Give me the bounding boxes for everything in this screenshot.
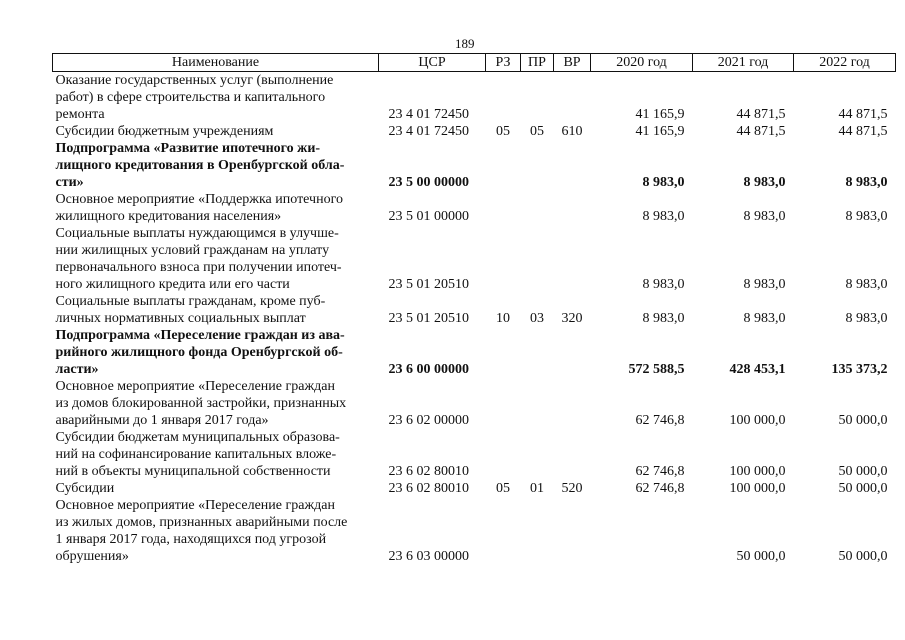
row-vr: 320 (561, 311, 583, 326)
row-2021: 8 983,0 (743, 175, 786, 190)
table-row (53, 480, 896, 497)
row-2022: 8 983,0 (845, 311, 888, 326)
row-csr: 23 6 02 00000 (388, 413, 469, 428)
row-2022: 50 000,0 (838, 481, 888, 496)
row-csr: 23 5 01 20510 (388, 311, 469, 326)
row-rz: 05 (496, 124, 510, 139)
row-2022: 8 983,0 (845, 209, 888, 224)
table-row (53, 497, 896, 565)
row-2022: 44 871,5 (838, 107, 888, 122)
row-vr: 520 (561, 481, 583, 496)
row-2021: 8 983,0 (743, 277, 786, 292)
row-vr (554, 327, 591, 378)
budget-table (52, 53, 896, 565)
row-2020: 62 746,8 (635, 464, 685, 479)
table-row (53, 225, 896, 293)
row-name: Субсидии (55, 481, 115, 496)
row-pr: 05 (530, 124, 544, 139)
row-2022: 135 373,2 (831, 362, 888, 377)
row-vr (554, 225, 591, 293)
page-number: 189 (455, 36, 475, 51)
row-rz: 05 (496, 481, 510, 496)
row-rz (486, 72, 521, 124)
row-rz (486, 140, 521, 191)
row-csr: 23 5 00 00000 (388, 175, 469, 190)
row-pr: 01 (530, 481, 544, 496)
row-2021: 50 000,0 (736, 549, 786, 564)
row-csr: 23 6 02 80010 (388, 464, 469, 479)
header-rz: РЗ (486, 54, 521, 72)
row-name: Оказание государственных услуг (выполнение работ) в сфере строительства и капитального ремонта (55, 73, 334, 122)
row-2020: 62 746,8 (635, 413, 685, 428)
row-pr (521, 191, 554, 225)
row-2020 (591, 497, 693, 565)
row-csr: 23 5 01 20510 (388, 277, 469, 292)
row-2020: 572 588,5 (628, 362, 685, 377)
row-2020: 8 983,0 (642, 209, 685, 224)
row-rz (486, 225, 521, 293)
row-pr (521, 429, 554, 480)
row-vr (554, 378, 591, 429)
row-name: Субсидии бюджетам муниципальных образова- ний на софинансирование капитальных вложе- ний в объекты муниципальной собственности (55, 430, 340, 479)
row-2021: 100 000,0 (729, 481, 786, 496)
header-vr: ВР (554, 54, 591, 72)
row-rz (486, 191, 521, 225)
row-csr: 23 4 01 72450 (388, 124, 469, 139)
row-pr (521, 225, 554, 293)
row-2021: 44 871,5 (736, 124, 786, 139)
table-row (53, 123, 896, 140)
row-name: Социальные выплаты гражданам, кроме пуб- личных нормативных социальных выплат (55, 294, 326, 326)
row-2020: 41 165,9 (635, 107, 685, 122)
row-name: Субсидии бюджетным учреждениям (55, 124, 274, 139)
row-csr: 23 6 02 80010 (388, 481, 469, 496)
row-csr: 23 5 01 00000 (388, 209, 469, 224)
table-header-row (53, 54, 896, 72)
row-2022: 50 000,0 (838, 413, 888, 428)
row-2020: 62 746,8 (635, 481, 685, 496)
row-2020: 8 983,0 (642, 311, 685, 326)
table-row (53, 378, 896, 429)
row-pr: 03 (530, 311, 544, 326)
row-name: Подпрограмма «Переселение граждан из ава- рийного жилищного фонда Оренбургской об- ласти» (55, 328, 345, 377)
table-row (53, 72, 896, 124)
row-name: Основное мероприятие «Поддержка ипотечного жилищного кредитования населения» (55, 192, 343, 224)
row-pr (521, 327, 554, 378)
row-2022: 50 000,0 (838, 549, 888, 564)
row-2022: 8 983,0 (845, 175, 888, 190)
row-rz: 10 (496, 311, 510, 326)
row-pr (521, 497, 554, 565)
row-name: Основное мероприятие «Переселение граждан из жилых домов, признанных аварийными после 1 января 2017 года, находящихся под угрозой обрушения» (55, 498, 348, 564)
row-vr (554, 429, 591, 480)
header-2020: 2020 год (591, 54, 693, 72)
table-row (53, 327, 896, 378)
header-pr: ПР (521, 54, 554, 72)
row-rz (486, 327, 521, 378)
row-2022: 44 871,5 (838, 124, 888, 139)
header-csr: ЦСР (379, 54, 486, 72)
row-csr: 23 6 00 00000 (388, 362, 469, 377)
row-vr (554, 72, 591, 124)
row-name: Социальные выплаты нуждающимся в улучше- нии жилищных условий гражданам на уплату первоначального взноса при получении ипотеч- ного жилищного кредита или его части (55, 226, 342, 292)
row-vr (554, 191, 591, 225)
row-2021: 8 983,0 (743, 311, 786, 326)
row-2022: 50 000,0 (838, 464, 888, 479)
row-name: Основное мероприятие «Переселение граждан из домов блокированной застройки, признанных аварийными до 1 января 2017 года» (55, 379, 347, 428)
row-2022: 8 983,0 (845, 277, 888, 292)
header-2022: 2022 год (794, 54, 896, 72)
row-pr (521, 378, 554, 429)
table-row (53, 429, 896, 480)
row-2021: 8 983,0 (743, 209, 786, 224)
header-name: Наименование (53, 54, 379, 72)
row-2021: 100 000,0 (729, 464, 786, 479)
row-rz (486, 429, 521, 480)
row-vr (554, 497, 591, 565)
row-2020: 8 983,0 (642, 175, 685, 190)
row-vr (554, 140, 591, 191)
row-csr: 23 6 03 00000 (388, 549, 469, 564)
row-2021: 428 453,1 (729, 362, 786, 377)
row-2021: 100 000,0 (729, 413, 786, 428)
row-2021: 44 871,5 (736, 107, 786, 122)
row-vr: 610 (561, 124, 583, 139)
row-2020: 8 983,0 (642, 277, 685, 292)
table-row (53, 191, 896, 225)
table-row (53, 293, 896, 327)
row-rz (486, 378, 521, 429)
row-pr (521, 140, 554, 191)
row-csr: 23 4 01 72450 (388, 107, 469, 122)
header-2021: 2021 год (693, 54, 794, 72)
row-pr (521, 72, 554, 124)
row-rz (486, 497, 521, 565)
row-2020: 41 165,9 (635, 124, 685, 139)
table-row (53, 140, 896, 191)
row-name: Подпрограмма «Развитие ипотечного жи- лищного кредитования в Оренбургской обла- сти» (55, 141, 345, 190)
